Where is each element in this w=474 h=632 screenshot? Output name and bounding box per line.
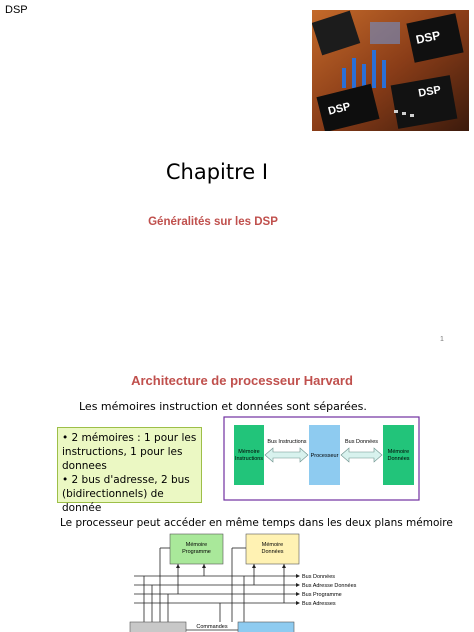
data-memory-label: Données	[261, 549, 284, 555]
processor-label: Processeur	[310, 453, 339, 459]
bus-arrowheads	[176, 564, 300, 605]
bullet-box	[57, 427, 202, 514]
chip-label-2: DSP	[326, 100, 352, 118]
chip-label-1: DSP	[414, 28, 442, 47]
intro-text: Les mémoires instruction et données sont séparées.	[79, 400, 367, 413]
processing-unit-block	[130, 622, 186, 632]
instruction-memory-block	[234, 425, 264, 485]
control-unit-block	[238, 622, 294, 632]
access-text: Le processeur peut accéder en même temps dans les deux plans mémoire	[60, 517, 453, 529]
instruction-memory-label: Mémoire	[238, 449, 260, 455]
bullet-line: (bidirectionnels) de donnée	[62, 488, 164, 514]
dsp-chips-photo	[312, 10, 469, 131]
bus-label: Bus Adresses	[302, 601, 336, 607]
program-memory-label: Mémoire	[185, 542, 208, 548]
chip-label-3: DSP	[417, 83, 442, 100]
bullet-line: instructions, 1 pour les	[62, 446, 183, 458]
data-bus-label: Bus Données	[344, 439, 379, 445]
data-memory-block	[383, 425, 414, 485]
instruction-bus-label: Bus Instructions	[267, 439, 307, 445]
harvard-diagram	[223, 416, 420, 501]
data-memory-label: Mémoire	[261, 542, 284, 548]
chapter-title: Chapitre I	[165, 160, 269, 184]
document-label: DSP	[5, 4, 28, 16]
data-memory-label: Mémoire	[387, 449, 410, 455]
page-number: 1	[440, 336, 444, 343]
section-title: Architecture de processeur Harvard	[131, 373, 353, 388]
bus-label: Bus Programme	[302, 592, 342, 598]
commands-label: Commandes	[196, 624, 228, 630]
instruction-memory-label: Instructions	[234, 456, 264, 462]
bullet-line: donnees	[62, 460, 107, 472]
chapter-subtitle: Généralités sur les DSP	[148, 216, 278, 228]
bullet-line: • 2 mémoires : 1 pour les	[62, 432, 197, 444]
data-memory-label: Données	[387, 456, 410, 462]
bus-label: Bus Données	[302, 574, 336, 580]
program-memory-label: Programme	[182, 549, 211, 555]
bus-diagram	[124, 532, 374, 632]
bullet-line: • 2 bus d'adresse, 2 bus	[62, 474, 190, 486]
bus-label: Bus Adresse Données	[302, 583, 357, 589]
